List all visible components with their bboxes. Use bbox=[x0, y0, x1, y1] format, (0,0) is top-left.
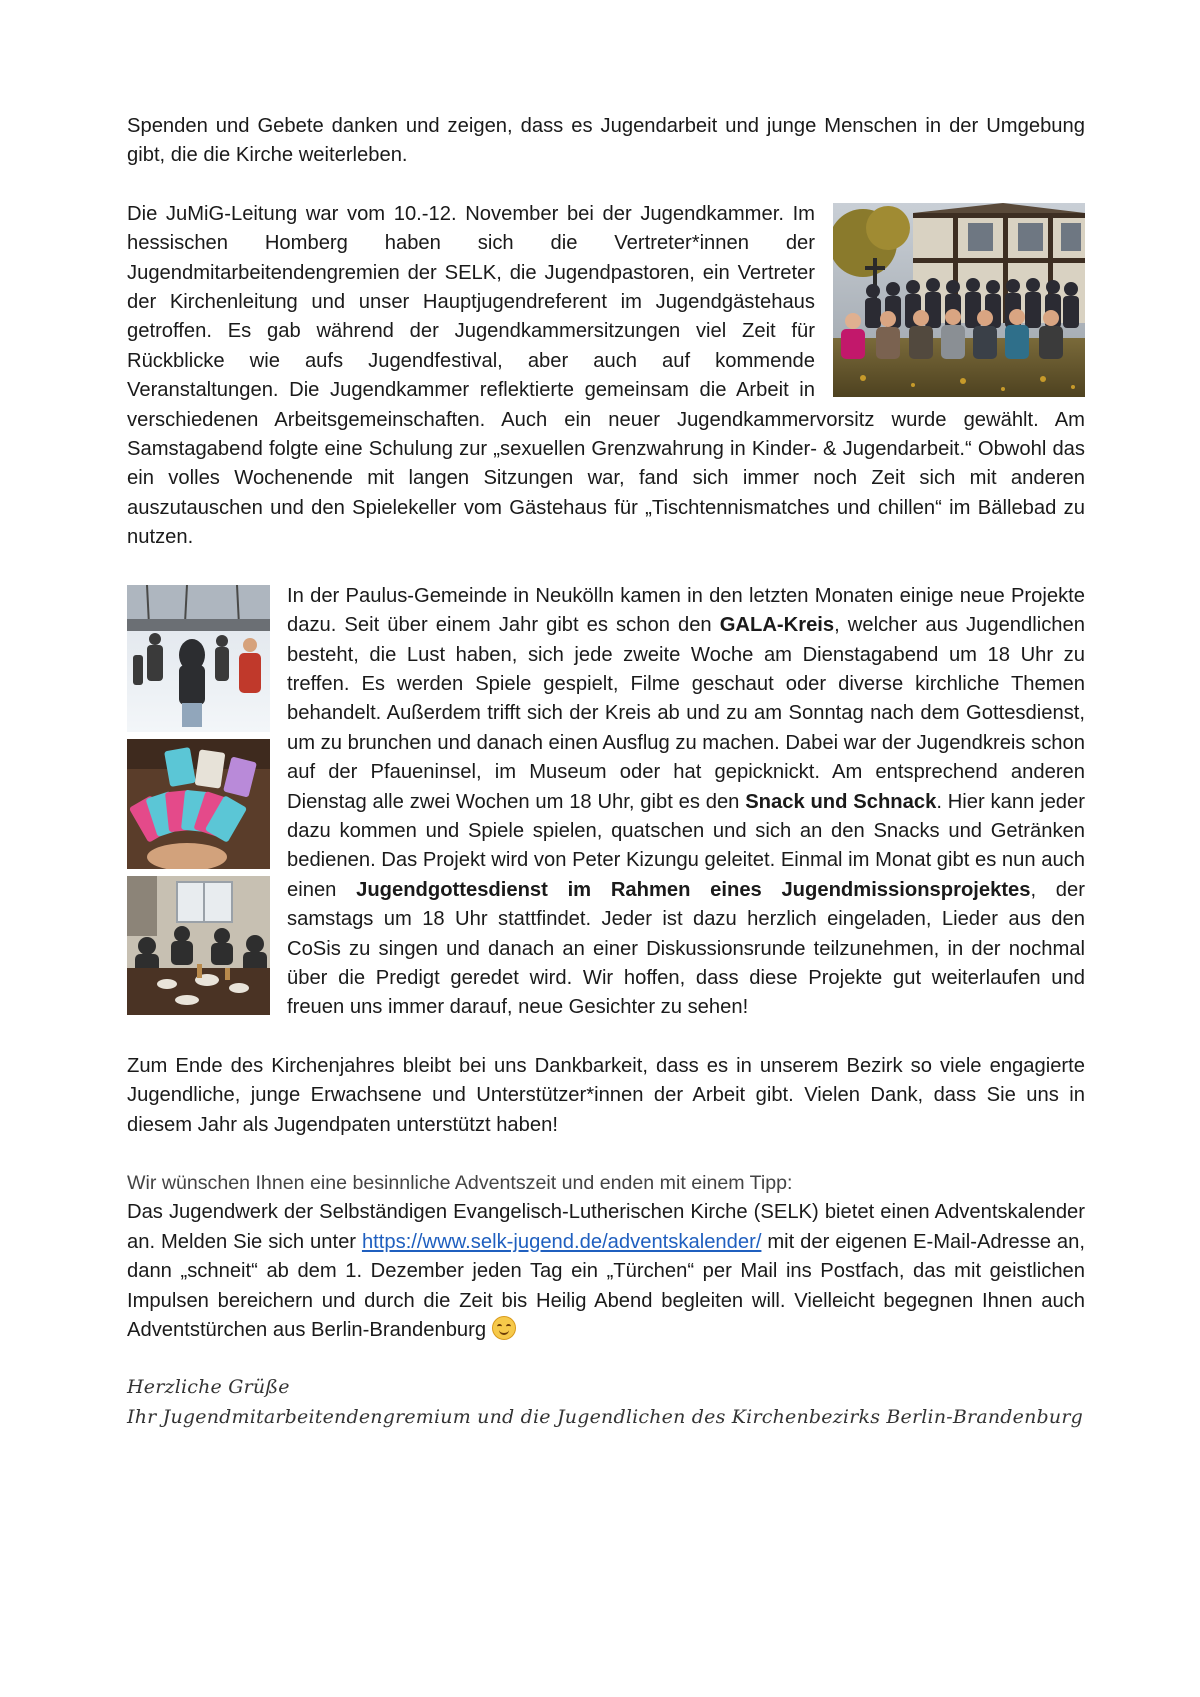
advent-text-1: Das Jugendwerk der Selbständigen Evangelisch-Lutherischen Kirche (SELK) bietet einen Adventskalender an. Melden Sie sich unter bbox=[127, 1201, 1085, 1253]
advent-heading: Wir wünschen Ihnen eine besinnliche Adventszeit und enden mit einem Tipp: bbox=[127, 1172, 793, 1194]
jugendkammer-section bbox=[127, 200, 1085, 553]
paulus-text-1: In der Paulus-Gemeinde in Neukölln kamen in den letzten Monaten einige neue Projekte dazu. Seit über einem Jahr gibt es schon den bbox=[287, 584, 1085, 637]
jugendkammer-paragraph: Die JuMiG-Leitung war vom 10.-12. November bei der Jugendkammer. Im hessischen Homberg haben sich die Vertreter*innen der Jugendmitarbeitendengremien der SELK, die Jugendpastoren, ein Vertreter der Kirchenleitung und unser Hauptjugendreferent im Jugendgästehaus getroffen. Es gab während der Jugendkammersitzungen viel Zeit für Rückblicke wie aufs Jugendfestival, aber auch auf kommende Veranstaltungen. Die Jugendkammer reflektierte gemeinsam die Arbeit in verschiedenen Arbeitsgemeinschaften. Auch ein neuer Jugendkammervorsitz wurde gewählt. Am Samstagabend folgte eine Schulung zur „sexuellen Grenzwahrung in Kinder- & Jugendarbeit.“ Obwohl das ein volles Wochenende mit langen Sitzungen war, fand sich immer noch Zeit sich mit anderen auszutauschen und den Spielekeller vom Gästehaus für „Tischtennismatches und chillen“ im Bällebad zu nutzen. bbox=[127, 202, 1085, 549]
adventskalender-link[interactable]: https://www.selk-jugend.de/adventskalender/ bbox=[361, 1230, 762, 1253]
jugendgottesdienst-label: Jugendgottesdienst im Rahmen eines Jugendmissionsprojektes bbox=[356, 878, 1031, 901]
closing-paragraph: Zum Ende des Kirchenjahres bleibt bei uns Dankbarkeit, dass es in unserem Bezirk so viele engagierte Jugendliche, junge Erwachsene und Unterstützer*innen der Arbeit gibt. Vielen Dank, dass Sie uns in diesem Jahr als Jugendpaten unterstützt haben! bbox=[127, 1054, 1085, 1136]
paulus-paragraph bbox=[287, 582, 1085, 1023]
document-page bbox=[127, 112, 1085, 1432]
intro-paragraph: Spenden und Gebete danken und zeigen, dass es Jugendarbeit und junge Menschen in der Umgebung gibt, die die Kirche weiterleben. bbox=[127, 115, 1085, 167]
snack-und-schnack-label: Snack und Schnack bbox=[745, 790, 937, 813]
greeting: Herzliche Grüße bbox=[127, 1376, 290, 1399]
advent-text-2: mit der eigenen E-Mail-Adresse an, dann „schneit“ ab dem 1. Dezember jeden Tag ein „Türchen“ per Mail ins Postfach, das mit geistlichen Impulsen bereichern und durch die Zeit bis Heilig Abend begleiten will. Vielleicht begegnen Ihnen auch Adventstürchen aus Berlin-Brandenburg bbox=[127, 1230, 1085, 1342]
gala-kreis-label: GALA-Kreis bbox=[719, 614, 835, 637]
smiling-face-icon bbox=[492, 1316, 516, 1340]
card-game-photo bbox=[127, 739, 270, 869]
advent-paragraph bbox=[127, 1198, 1085, 1345]
paulus-text-3: . Hier kann jeder dazu kommen und Spiele spielen, quatschen und sich an den Snacks und Getränken bedienen. Das Projekt wird von Peter Kizungu geleitet. Einmal im Monat gibt es nun auch einen bbox=[287, 790, 1085, 901]
ice-skating-photo bbox=[127, 585, 270, 732]
paulus-section bbox=[127, 582, 1085, 1023]
paulus-text-2: , welcher aus Jugendlichen besteht, die Lust haben, sich jede zweite Woche am Dienstagabend um 18 Uhr zu treffen. Es werden Spiele gespielt, Filme geschaut oder diverse kirchliche Themen behandelt. Außerdem trifft sich der Kreis ab und zu am Sonntag nach dem Gottesdienst, um zu brunchen und danach einen Ausflug zu machen. Dabei war der Jugendkreis schon auf der Pfaueninsel, im Museum oder hat gepicknickt. Am entsprechend anderen Dienstag alle zwei Wochen um 18 Uhr, gibt es den bbox=[287, 614, 1085, 813]
paulus-photos bbox=[127, 582, 270, 1015]
group-photo-image bbox=[833, 203, 1085, 397]
sender-line: Ihr Jugendmitarbeitendengremium und die Jugendlichen des Kirchenbezirks Berlin-Brandenburg bbox=[127, 1405, 1083, 1428]
youth-group-dinner-photo bbox=[127, 876, 270, 1015]
group-photo bbox=[833, 203, 1085, 397]
paulus-text-4: , der samstags um 18 Uhr stattfindet. Jeder ist dazu herzlich eingeladen, Lieder aus den CoSis zu singen und danach an einer Diskussionsrunde teilzunehmen, in der nochmal über die Predigt geredet wird. Wir hoffen, dass diese Projekte gut weiterlaufen und freuen uns immer darauf, neue Gesichter zu sehen! bbox=[287, 878, 1085, 1019]
